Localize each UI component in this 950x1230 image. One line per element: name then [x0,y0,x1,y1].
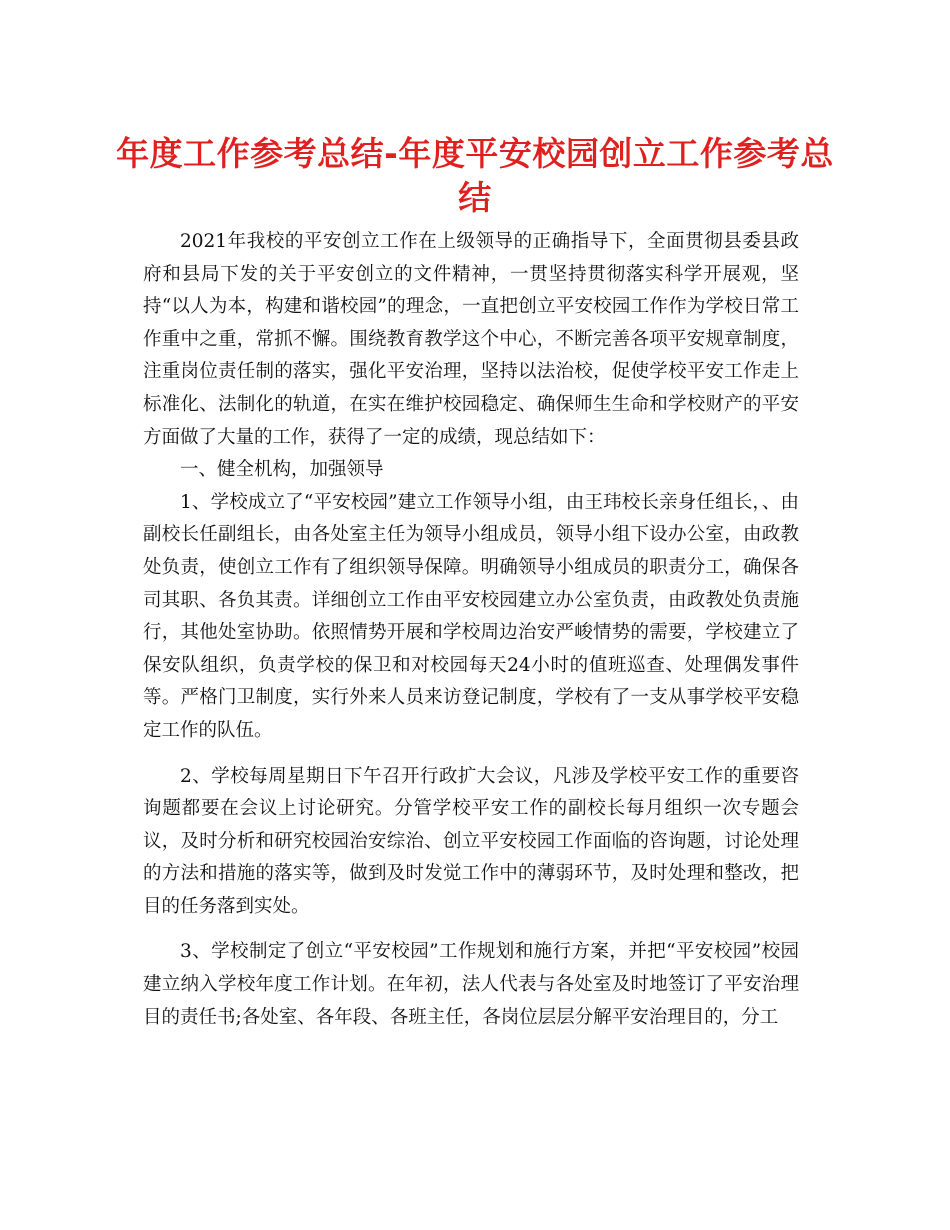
document-body [143,226,799,1034]
paragraph-item-3: 3、学校制定了创立“平安校园”工作规划和施行方案，并把“平安校园”校园建立纳入学校年度工作计划。在年初，法人代表与各处室及时地签订了平安治理目的责任书;各处室、各年段、各班主任，各岗位层层分解平安治理目的，分工 [143,941,799,1028]
paragraph-intro: 2021年我校的平安创立工作在上级领导的正确指导下，全面贯彻县委县政府和县局下发的关于平安创立的文件精神，一贯坚持贯彻落实科学开展观，坚持“以人为本，构建和谐校园”的理念，一直把创立平安校园工作作为学校日常工作重中之重，常抓不懈。围绕教育教学这个中心，不断完善各项平安规章制度，注重岗位责任制的落实，强化平安治理，坚持以法治校，促使学校平安工作走上标准化、法制化的轨道，在实在维护校园稳定、确保师生生命和学校财产的平安方面做了大量的工作，获得了一定的成绩，现总结如下： [143,231,799,448]
paragraph-item-2: 2、学校每周星期日下午召开行政扩大会议，凡涉及学校平安工作的重要咨询题都要在会议上讨论研究。分管学校平安工作的副校长每月组织一次专题会议，及时分析和研究校园治安综治、创立平安校园工作面临的咨询题，讨论处理的方法和措施的落实等，做到及时发觉工作中的薄弱环节，及时处理和整改，把目的任务落到实处。 [143,765,799,917]
paragraph-item-1: 1、学校成立了“平安校园”建立工作领导小组，由王玮校长亲身任组长，、由副校长任副组长，由各处室主任为领导小组成员，领导小组下设办公室，由政教处负责，使创立工作有了组织领导保障。明确领导小组成员的职责分工，确保各司其职、各负其责。详细创立工作由平安校园建立办公室负责，由政教处负责施行，其他处室协助。依照情势开展和学校周边治安严峻情势的需要，学校建立了保安队组织，负责学校的保卫和对校园每天24小时的值班巡查、处理偶发事件等。严格门卫制度，实行外来人员来访登记制度，学校有了一支从事学校平安稳定工作的队伍。 [143,491,799,741]
section-heading-1: 一、健全机构，加强领导 [180,459,384,481]
document-title: 年度工作参考总结-年度平安校园创立工作参考总结 [116,134,834,217]
